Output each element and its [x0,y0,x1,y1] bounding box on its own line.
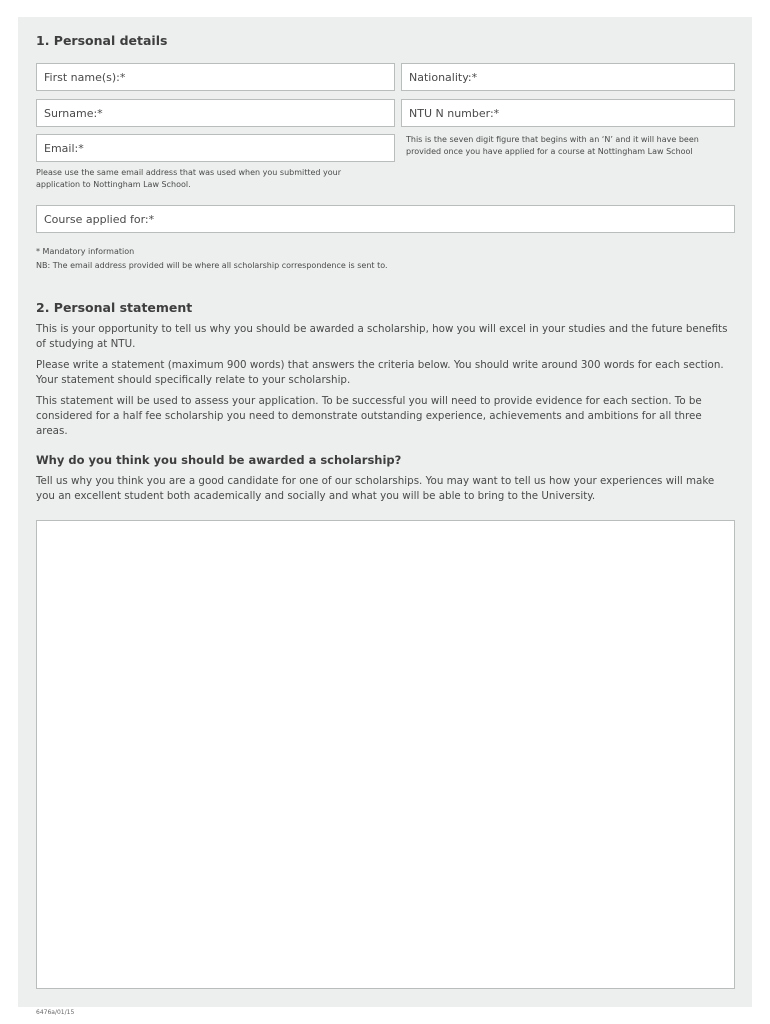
nationality-label: Nationality:* [409,70,478,84]
statement-answer-box[interactable] [36,520,735,989]
section-personal-statement-title: 2. Personal statement [36,300,193,315]
ntu-number-note: This is the seven digit figure that begins with an ‘N’ and it will have been provided once you have applied for a course at Nottingham Law School [406,135,699,156]
first-name-field[interactable] [36,63,395,91]
surname-label: Surname:* [44,106,103,120]
first-name-label: First name(s):* [44,70,126,84]
question-title: Why do you think you should be awarded a scholarship? [36,453,402,467]
statement-intro: This is your opportunity to tell us why you should be awarded a scholarship, how you will excel in your studies and the future benefits of studying at NTU. [36,323,728,350]
statement-instructions: Please write a statement (maximum 900 words) that answers the criteria below. You should write around 300 words for each section. Your statement should specifically relate to your scholarship. [36,359,724,386]
section-personal-details-title: 1. Personal details [36,33,168,48]
nb-note: NB: The email address provided will be where all scholarship correspondence is sent to. [36,261,388,270]
course-field[interactable] [36,205,735,233]
ntu-number-field[interactable] [401,99,735,127]
email-label: Email:* [44,141,84,155]
statement-assessment: This statement will be used to assess your application. To be successful you will need to provide evidence for each section. To be considered for a half fee scholarship you need to demonstrate outstanding experience, achievements and ambitions for all three areas. [36,395,702,437]
course-label: Course applied for:* [44,212,155,226]
surname-field[interactable] [36,99,395,127]
question-text: Tell us why you think you are a good candidate for one of our scholarships. You may want to tell us how your experiences will make you an excellent student both academically and socially and what you will be able to bring to the University. [36,475,715,502]
ntu-number-label: NTU N number:* [409,106,500,120]
form-reference: 6476a/01/15 [36,1009,75,1016]
email-note: Please use the same email address that was used when you submitted your application to Nottingham Law School. [36,168,342,189]
nationality-field[interactable] [401,63,735,91]
mandatory-note: * Mandatory information [36,247,135,256]
email-field[interactable] [36,134,395,162]
